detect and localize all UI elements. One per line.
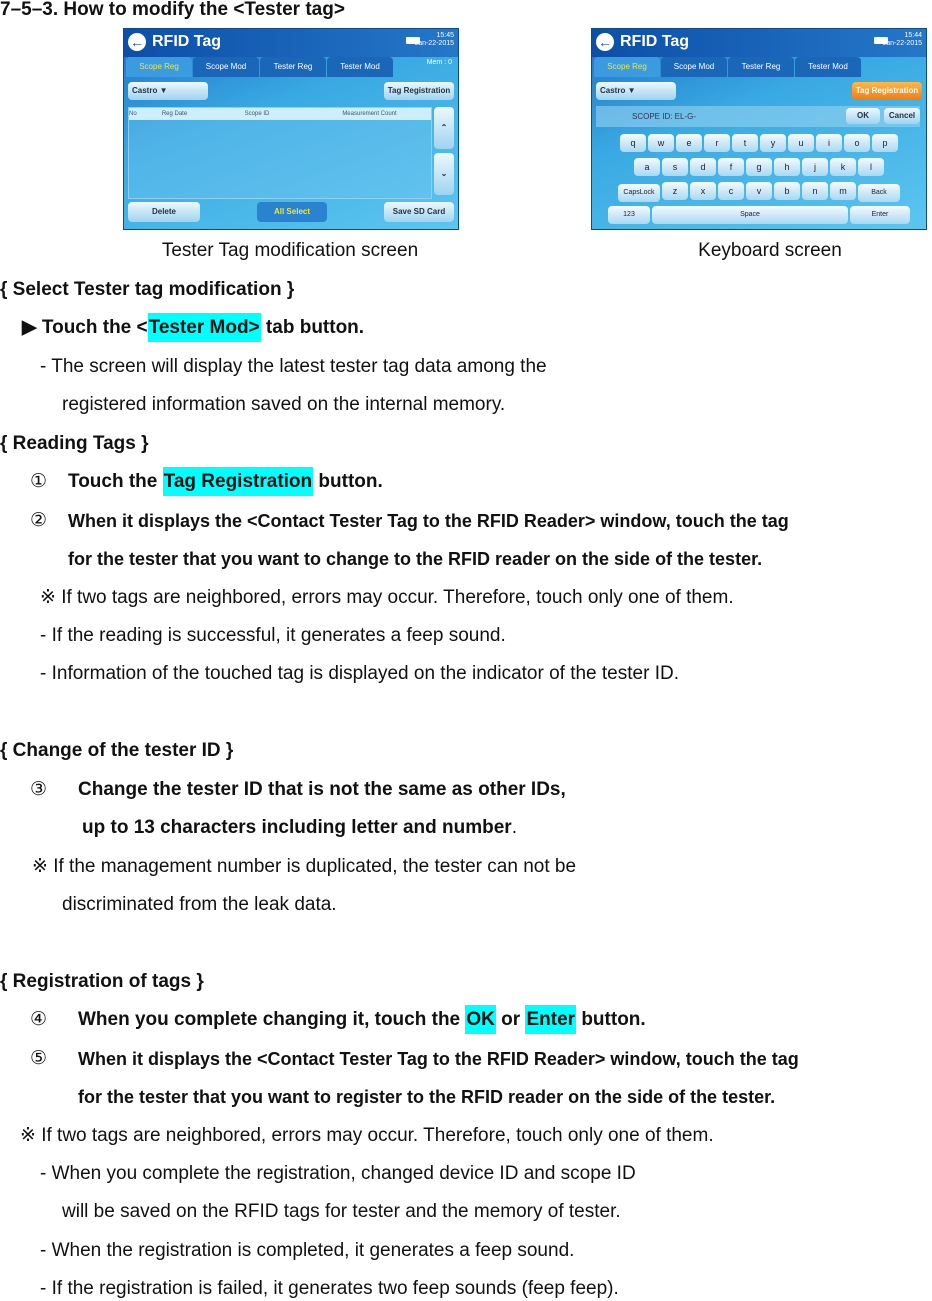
text: tab button. bbox=[260, 317, 365, 338]
tab-scope-reg: Scope Reg bbox=[594, 57, 660, 77]
date: Jan-22-2015 bbox=[882, 40, 922, 47]
step-3: Change the tester ID that is not the same as other IDs, bbox=[78, 779, 566, 800]
clock bbox=[883, 32, 922, 48]
key-l: l bbox=[858, 158, 884, 176]
app-title: RFID Tag bbox=[620, 33, 690, 50]
dropdown-value: Castro bbox=[600, 86, 626, 95]
capslock-key: CapsLock bbox=[618, 184, 660, 202]
section-title: 7–5–3. How to modify the <Tester tag> bbox=[0, 0, 345, 20]
keyboard-row-2 bbox=[592, 158, 926, 176]
cancel-button: Cancel bbox=[884, 108, 920, 124]
keyboard-row-4 bbox=[592, 206, 926, 224]
text-line: - Information of the touched tag is displayed on the indicator of the tester ID. bbox=[40, 663, 679, 684]
tag-registration-button: Tag Registration bbox=[384, 82, 454, 100]
key-r: r bbox=[704, 134, 730, 152]
back-arrow-icon: ← bbox=[598, 34, 612, 50]
tab-tester-mod: Tester Mod bbox=[327, 57, 393, 77]
back-key: Back bbox=[858, 184, 900, 202]
time: 15:45 bbox=[436, 32, 454, 39]
key-x: x bbox=[690, 182, 716, 200]
keyboard-row-3 bbox=[592, 182, 926, 202]
delete-button: Delete bbox=[128, 202, 200, 222]
key-h: h bbox=[774, 158, 800, 176]
step-number: ⑤ bbox=[30, 1048, 48, 1069]
text: button. bbox=[313, 471, 383, 492]
step-2: When it displays the <Contact Tester Tag to the RFID Reader> window, touch the tag bbox=[68, 511, 789, 531]
col-no: No bbox=[129, 111, 137, 117]
enter-key: Enter bbox=[850, 206, 910, 224]
time: 15:44 bbox=[904, 32, 922, 39]
text-line: - If the registration is failed, it generates two feep sounds (feep feep). bbox=[40, 1278, 619, 1299]
note: ※ If the management number is duplicated, the tester can not be bbox=[32, 856, 577, 877]
key-f: f bbox=[718, 158, 744, 176]
tab-scope-mod: Scope Mod bbox=[661, 57, 727, 77]
key-d: d bbox=[690, 158, 716, 176]
text-line: - If the reading is successful, it generates a feep sound. bbox=[40, 625, 506, 646]
step-4 bbox=[78, 1008, 646, 1032]
step-5-cont: for the tester that you want to register to the RFID reader on the side of the tester. bbox=[78, 1087, 776, 1107]
group-dropdown: Castro ▼ bbox=[128, 82, 208, 100]
col-measurement-count: Measurement Count bbox=[342, 111, 397, 117]
back-arrow-icon: ← bbox=[130, 34, 144, 50]
step-2-cont: for the tester that you want to change to the RFID reader on the side of the tester. bbox=[68, 549, 763, 569]
keyboard-screenshot bbox=[591, 28, 927, 230]
heading-registration: { Registration of tags } bbox=[0, 971, 204, 992]
tab-bar bbox=[126, 57, 394, 77]
step-number: ③ bbox=[30, 779, 48, 800]
caption-right: Keyboard screen bbox=[698, 240, 842, 261]
clock bbox=[415, 32, 454, 48]
step-number: ① bbox=[30, 471, 48, 492]
note: ※ If two tags are neighbored, errors may occur. Therefore, touch only one of them. bbox=[40, 587, 734, 608]
heading-select: { Select Tester tag modification } bbox=[0, 279, 295, 300]
key-p: p bbox=[872, 134, 898, 152]
key-j: j bbox=[802, 158, 828, 176]
text-line: - When you complete the registration, changed device ID and scope ID bbox=[40, 1163, 636, 1184]
col-reg-date: Reg Date bbox=[161, 111, 188, 117]
key-b: b bbox=[774, 182, 800, 200]
key-g: g bbox=[746, 158, 772, 176]
step-number: ④ bbox=[30, 1009, 48, 1030]
text-line: - The screen will display the latest tester tag data among the bbox=[40, 356, 547, 377]
key-z: z bbox=[662, 182, 688, 200]
text-line: discriminated from the leak data. bbox=[62, 894, 337, 915]
key-n: n bbox=[802, 182, 828, 200]
text-line: registered information saved on the internal memory. bbox=[62, 394, 506, 415]
tab-scope-mod: Scope Mod bbox=[193, 57, 259, 77]
highlight-tag-registration: Tag Registration bbox=[163, 467, 314, 496]
step-1 bbox=[68, 470, 383, 494]
tab-tester-reg: Tester Reg bbox=[728, 57, 794, 77]
caption-left: Tester Tag modification screen bbox=[161, 240, 419, 261]
key-o: o bbox=[844, 134, 870, 152]
group-dropdown: Castro ▼ bbox=[596, 82, 676, 100]
key-k: k bbox=[830, 158, 856, 176]
text: When you complete changing it, touch the bbox=[78, 1009, 466, 1030]
date: Jan-22-2015 bbox=[414, 40, 454, 47]
space-key: Space bbox=[652, 206, 848, 224]
key-y: y bbox=[760, 134, 786, 152]
ok-button: OK bbox=[846, 108, 880, 124]
text: Touch the bbox=[68, 471, 163, 492]
heading-reading-tags: { Reading Tags } bbox=[0, 433, 149, 454]
key-v: v bbox=[746, 182, 772, 200]
key-i: i bbox=[816, 134, 842, 152]
save-sd-card-button: Save SD Card bbox=[384, 202, 454, 222]
col-scope-id: Scope ID bbox=[244, 111, 270, 117]
key-s: s bbox=[662, 158, 688, 176]
note: ※ If two tags are neighbored, errors may occur. Therefore, touch only one of them. bbox=[20, 1125, 714, 1146]
all-select-button: All Select bbox=[257, 202, 327, 222]
key-m: m bbox=[830, 182, 856, 200]
tab-bar bbox=[594, 57, 862, 77]
tag-registration-button: Tag Registration bbox=[852, 82, 922, 100]
app-title: RFID Tag bbox=[152, 33, 222, 50]
key-c: c bbox=[718, 182, 744, 200]
step-3-cont bbox=[82, 816, 517, 840]
scope-id-field: SCOPE ID: EL-G- bbox=[596, 106, 920, 127]
dropdown-value: Castro bbox=[132, 86, 158, 95]
text: or bbox=[495, 1009, 526, 1030]
key-t: t bbox=[732, 134, 758, 152]
step-number: ② bbox=[30, 510, 48, 531]
text-line: will be saved on the RFID tags for tester and the memory of tester. bbox=[62, 1201, 621, 1222]
tab-scope-reg: Scope Reg bbox=[126, 57, 192, 77]
highlight-enter: Enter bbox=[525, 1005, 576, 1034]
memory-count: Mem : 0 bbox=[426, 59, 452, 66]
scroll-down-icon: ⌄ bbox=[434, 153, 454, 195]
text: button. bbox=[576, 1009, 646, 1030]
keyboard-row-1 bbox=[592, 134, 926, 152]
step-5: When it displays the <Contact Tester Tag to the RFID Reader> window, touch the tag bbox=[78, 1049, 799, 1069]
tab-tester-mod: Tester Mod bbox=[795, 57, 861, 77]
table-header bbox=[129, 108, 431, 120]
heading-change-id: { Change of the tester ID } bbox=[0, 740, 234, 761]
highlight-ok: OK bbox=[465, 1005, 496, 1034]
highlight-tester-mod: Tester Mod> bbox=[148, 313, 261, 342]
scroll-up-icon: ⌃ bbox=[434, 107, 454, 149]
tab-tester-reg: Tester Reg bbox=[260, 57, 326, 77]
numeric-key: 123 bbox=[608, 206, 650, 224]
text: . bbox=[511, 817, 517, 838]
key-a: a bbox=[634, 158, 660, 176]
tag-table bbox=[128, 107, 432, 199]
text: up to 13 characters including letter and number bbox=[82, 817, 512, 838]
text: ▶ Touch the < bbox=[22, 317, 148, 338]
tester-tag-modification-screenshot bbox=[123, 28, 459, 230]
key-e: e bbox=[676, 134, 702, 152]
key-q: q bbox=[620, 134, 646, 152]
key-w: w bbox=[648, 134, 674, 152]
text-line: - When the registration is completed, it generates a feep sound. bbox=[40, 1240, 575, 1261]
step-touch-tester-mod bbox=[22, 316, 364, 340]
key-u: u bbox=[788, 134, 814, 152]
